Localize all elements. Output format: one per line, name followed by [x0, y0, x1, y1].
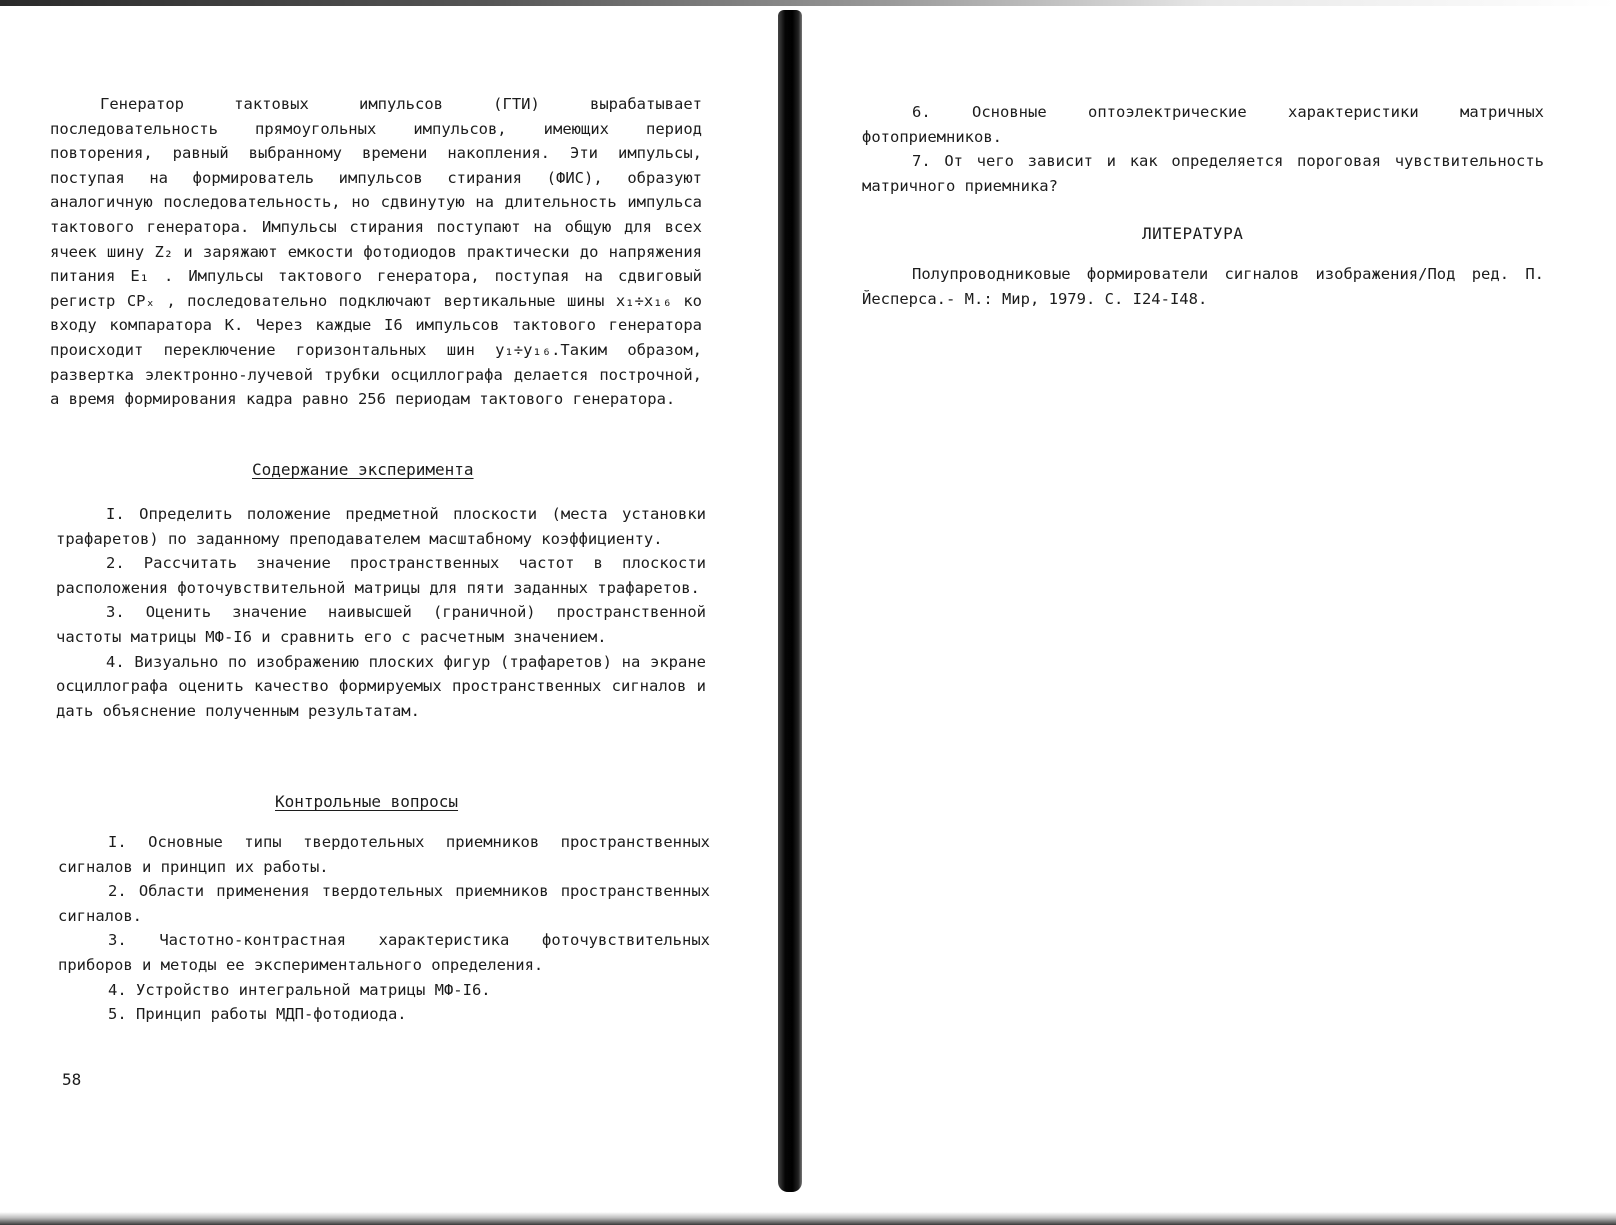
- experiment-heading: Содержание эксперимента: [252, 460, 474, 479]
- question-item-1: I. Основные типы твердотельных приемников пространственных сигналов и принцип их работы.: [58, 833, 710, 876]
- right-page: [812, 0, 1616, 1200]
- question-item-3: 3. Частотно-контрастная характеристика фоточувствительных приборов и методы ее экспериментального определения.: [58, 931, 710, 974]
- intro-paragraph-block: [50, 92, 702, 412]
- question-item-7: 7. От чего зависит и как определяется пороговая чувствительность матричного приемника?: [862, 152, 1544, 195]
- question-item-2: 2. Области применения твердотельных приемников пространственных сигналов.: [58, 882, 710, 925]
- questions-continued-list: [862, 100, 1544, 198]
- question-item-5: 5. Принцип работы МДП-фотодиода.: [108, 1005, 407, 1024]
- experiment-item-3: 3. Оценить значение наивысшей (граничной) пространственной частоты матрицы МФ-I6 и сравнить его с расчетным значением.: [56, 603, 706, 646]
- experiment-list: [56, 502, 706, 723]
- questions-list: [58, 830, 710, 1027]
- literature-block: [862, 262, 1544, 311]
- scan-bottom-edge: [0, 1212, 1616, 1225]
- literature-entry: Полупроводниковые формирователи сигналов изображения/Под ред. П. Йесперса.- М.: Мир, 1979. С. I24-I48.: [862, 265, 1544, 308]
- experiment-item-2: 2. Рассчитать значение пространственных частот в плоскости расположения фоточувствительной матрицы для пяти заданных трафаретов.: [56, 554, 706, 597]
- experiment-item-4: 4. Визуально по изображению плоских фигур (трафаретов) на экране осциллографа оценить качество формируемых пространственных сигналов и дать объяснение полученным результатам.: [56, 652, 706, 720]
- literature-heading: ЛИТЕРАТУРА: [1142, 224, 1244, 243]
- page-number: 58: [62, 1070, 82, 1089]
- left-page: [0, 0, 770, 1200]
- book-spine-shadow: [778, 10, 802, 1192]
- experiment-item-1: I. Определить положение предметной плоскости (места установки трафаретов) по заданному преподавателем масштабному коэффициенту.: [56, 505, 706, 548]
- intro-paragraph: Генератор тактовых импульсов (ГТИ) вырабатывает последовательность прямоугольных импульсов, имеющих период повторения, равный выбранному времени накопления. Эти импульсы, поступая на формирователь импульсов стирания (ФИС), образуют аналогичную последовательность, но сдвинутую на длительность импульса тактового генератора. Импульсы стирания поступают на общую для всех ячеек шину Z₂ и заряжают емкости фотодиодов практически до напряжения питания E₁ . Импульсы тактового генератора, поступая на сдвиговый регистр CPₓ , последовательно подключают вертикальные шины x₁÷x₁₆ ко входу компаратора К. Через каждые I6 импульсов тактового генератора происходит переключение горизонтальных шин y₁÷y₁₆.Таким образом, развертка электронно-лучевой трубки осциллографа делается построчной, а время формирования кадра равно 256 периодам тактового генератора.: [50, 95, 702, 409]
- question-item-4: 4. Устройство интегральной матрицы МФ-I6.: [108, 980, 491, 999]
- question-item-6: 6. Основные оптоэлектрические характеристики матричных фотоприемников.: [862, 103, 1544, 146]
- questions-heading: Контрольные вопросы: [275, 792, 459, 811]
